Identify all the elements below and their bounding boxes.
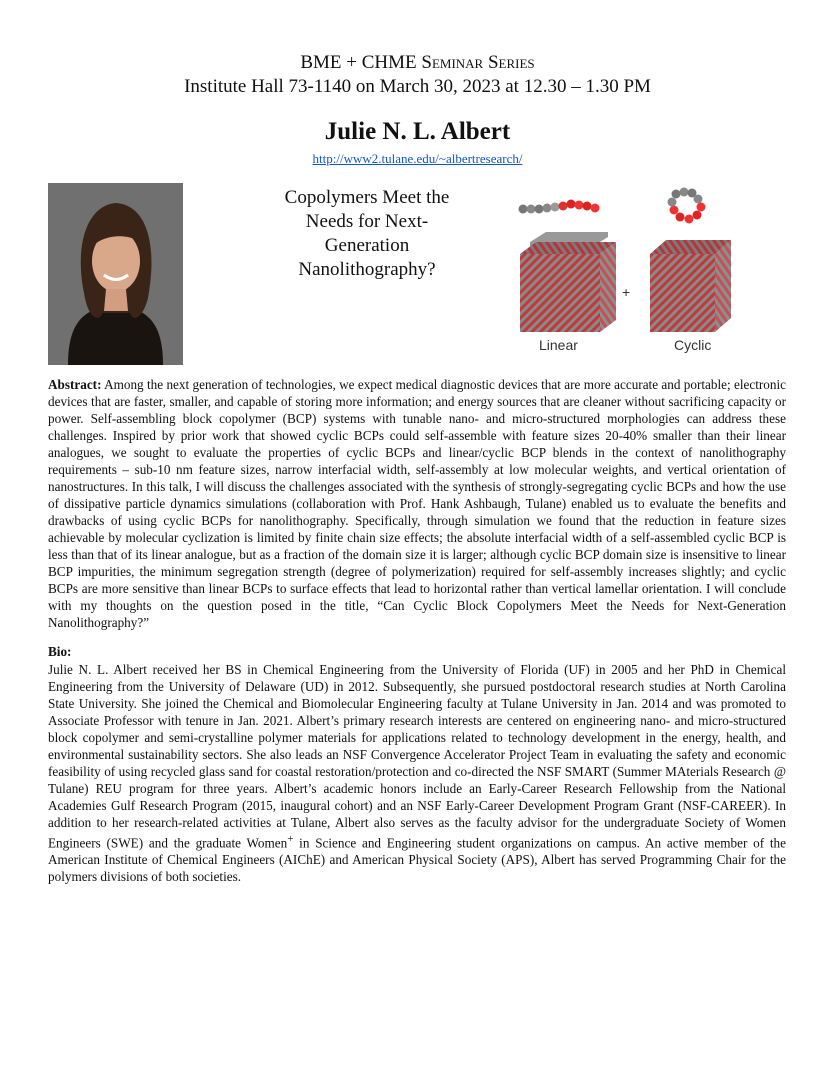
venue-date-line: Institute Hall 73-1140 on March 30, 2023 at 12.30 – 1.30 PM — [184, 76, 651, 97]
linear-cube-icon — [520, 232, 616, 332]
linear-cyclic-bcp-figure — [510, 182, 740, 362]
talk-title-line: Copolymers Meet the — [284, 187, 450, 208]
abstract-paragraph — [48, 376, 786, 631]
abstract-label: Abstract: — [48, 377, 102, 392]
talk-title-line: Needs for Next- — [305, 211, 429, 232]
abstract-text: Among the next generation of technologies, we expect medical diagnostic devices that are more accurate and portable; electronic devices that are faster, smaller, and capable of storing more information; and energy sources that are cleaner without sacrificing capacity or power. Self-assembling block copolymer (BCP) systems with tunable nano- and micro-structured morphologies can address these challenges. Inspired by prior work that showed cyclic BCPs could self-assemble with feature sizes 20-40% smaller than their linear analogues, we sought to evaluate the properties of cyclic BCPs and linear/cyclic BCP blends in the context of nanolithography requirements – sub-10 nm feature sizes, narrow interfacial width, self-assembly at low molecular weights, and vertical orientation of nanostructures. In this talk, I will discuss the challenges associated with the synthesis of strongly-segregating cyclic BCPs and how the use of dissipative particle dynamics simulations (collaboration with Prof. Hank Ashbaugh, Tulane) enabled us to evaluate the benefits and drawbacks of using cyclic BCPs for nanolithography. Specifically, through simulation we found that the reduction in feature sizes achievable by molecular cyclization is limited by finite chain size effects; the absolute interfacial width of a self-assembled cyclic BCP is less than that of its linear analogue, but as a fraction of the domain size it is larger; although cyclic BCP domain size is insensitive to linear BCP impurities, the minimum segregation strength (degree of polymerization) required for self-assembly increases slightly; and cyclic BCPs are more sensitive than linear BCPs to surface effects that lead to horizontal rather than vertical lamellar orientation. I will conclude with my thoughts on the question posed in the title, “Can Cyclic Block Copolymers Meet the Needs for Next-Generation Nanolithography?” — [48, 377, 786, 630]
bio-heading: Bio: — [48, 644, 72, 659]
speaker-url-link[interactable]: http://www2.tulane.edu/~albertresearch/ — [312, 151, 523, 166]
talk-title-line: Nanolithography? — [298, 259, 436, 280]
seminar-series-title: BME + CHME Seminar Series — [300, 52, 535, 73]
bcp-illustration — [510, 182, 740, 362]
speaker-name: Julie N. L. Albert — [324, 118, 511, 145]
cyclic-cube-icon — [650, 240, 731, 332]
cyclic-chain-icon — [668, 188, 706, 224]
plus-sign: + — [622, 284, 631, 300]
bio-text-part2: in Science and Engineering student organizations on campus. An active member of the American Institute of Chemical Engineers (AIChE) and American Physical Society (APS), Albert has served Programming Chair for the polymers divisions of both societies. — [48, 835, 786, 885]
talk-title-line: Generation — [324, 235, 410, 256]
linear-label: Linear — [539, 337, 578, 353]
linear-chain-icon — [519, 200, 600, 214]
cyclic-label: Cyclic — [674, 337, 712, 353]
bio-text-part1: Julie N. L. Albert received her BS in Chemical Engineering from the University of Florida (UF) in 2005 and her PhD in Chemical Engineering from the University of Delaware (UD) in 2012. Subsequently, she pursued postdoctoral research studies at North Carolina State University. She joined the Chemical and Biomolecular Engineering faculty at Tulane University in Jan. 2014 and was promoted to Associate Professor with tenure in Jan. 2021. Albert’s primary research interests are centered on engineering nano- and micro-structured block copolymer and semi-crystalline polymer materials for applications related to technology development in the energy, health, and environmental sustainability sectors. She also leads an NSF Convergence Accelerator Project Team in evaluating the safety and economic feasibility of using recycled glass sand for coastal restoration/protection and co-directed the NSF SMART (Summer MAterials Research @ Tulane) REU program for three years. Albert’s academic honors include an Early-Career Research Fellowship from the National Academies Gulf Research Program (2015, inaugural cohort) and an NSF Early-Career Development Program Grant (NSF-CAREER). In addition to her research-related activities at Tulane, Albert also serves as the faculty advisor for the undergraduate Society of Women Engineers (SWE) and the graduate Women — [48, 662, 786, 851]
speaker-photo — [48, 183, 183, 365]
talk-title — [262, 186, 472, 282]
bio-superscript: + — [287, 833, 294, 845]
bio-paragraph — [48, 661, 786, 885]
